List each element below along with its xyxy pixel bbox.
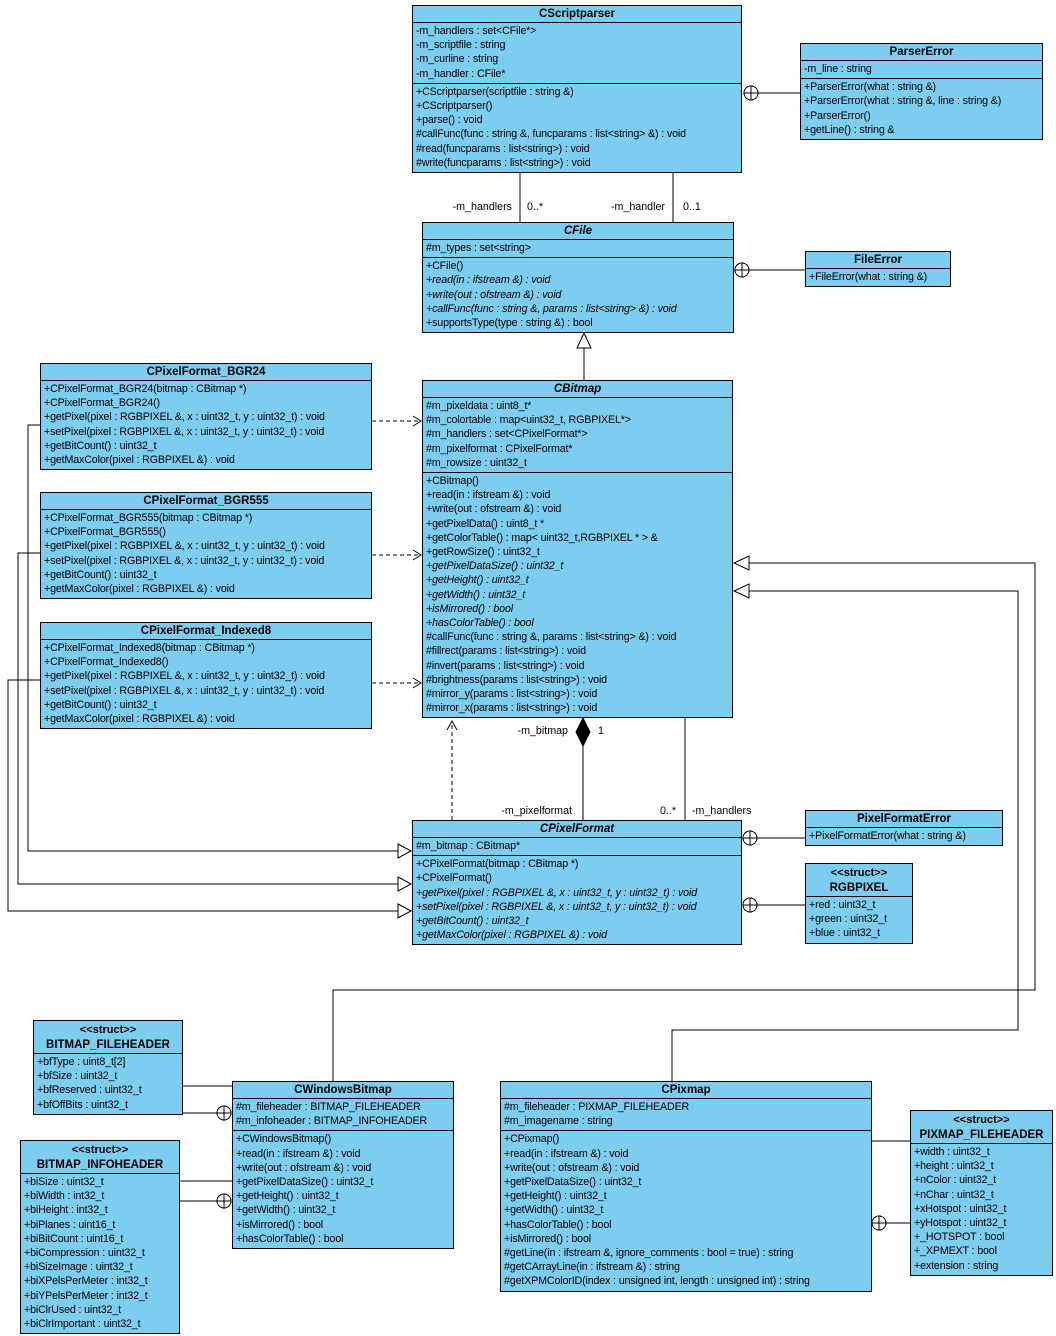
member-line: -m_handler : CFile*: [416, 67, 506, 80]
member-line: #read(funcparams : list<string>) : void: [416, 142, 590, 155]
class-cscriptparser[interactable]: [412, 5, 742, 173]
attributes: [806, 896, 912, 943]
member-line: +nChar : uint32_t: [914, 1188, 994, 1201]
multiplicity-label: 0..1: [683, 201, 701, 213]
member-line: +getRowSize() : uint32_t: [426, 546, 540, 559]
member-line: +biXPelsPerMeter : int32_t: [24, 1275, 148, 1288]
class-cpixelformat[interactable]: [412, 820, 742, 945]
anchor-cpixmap-pixmapfileheader: [872, 1141, 910, 1230]
member-line: +CFile(): [426, 260, 464, 273]
member-line: #callFunc(func : string &, params : list<string> &) : void: [426, 631, 677, 644]
class-cbitmap[interactable]: [422, 380, 733, 718]
member-line: +getPixel(pixel : RGBPIXEL &, x : uint32_t, y : uint32_t) : void: [44, 411, 325, 424]
member-line: +width : uint32_t: [914, 1146, 990, 1158]
class-name: PIXMAP_FILEHEADER: [919, 1129, 1044, 1141]
member-line: +biWidth : int32_t: [24, 1190, 105, 1203]
member-line: +nColor : uint32_t: [914, 1174, 996, 1187]
member-line: +bfReserved : uint32_t: [37, 1084, 142, 1097]
role-label-m-handlers: -m_handlers: [452, 201, 512, 213]
class-parsererror[interactable]: [800, 43, 1043, 140]
member-line: +isMirrored() : bool: [236, 1218, 323, 1231]
member-line: +CPixelFormat(bitmap : CBitmap *): [416, 858, 579, 871]
member-line: +CBitmap(): [426, 475, 479, 488]
member-line: +parse() : void: [416, 114, 483, 127]
generalization-cbitmap-cfile: [577, 333, 591, 380]
member-line: +red : uint32_t: [809, 899, 876, 911]
member-line: #m_infoheader : BITMAP_INFOHEADER: [236, 1115, 428, 1128]
attributes: [413, 837, 741, 855]
attributes: [423, 397, 732, 472]
member-line: +biPlanes : uint16_t: [24, 1218, 116, 1231]
member-line: +getPixel(pixel : RGBPIXEL &, x : uint32_t, y : uint32_t) : void: [416, 886, 697, 899]
member-line: +blue : uint32_t: [809, 927, 880, 940]
member-line: +hasColorTable() : bool: [236, 1232, 344, 1245]
member-line: #mirror_x(params : list<string>) : void: [426, 702, 598, 715]
member-line: +read(in : ifstream &) : void: [236, 1147, 361, 1160]
member-line: #write(funcparams : list<string>) : void: [416, 156, 591, 169]
member-line: +write(out : ofstream &) : void: [426, 503, 562, 516]
member-line: +biCompression : uint32_t: [24, 1247, 145, 1260]
member-line: -m_handlers : set<CFile*>: [416, 25, 537, 37]
member-line: +getMaxColor(pixel : RGBPIXEL &) : void: [416, 929, 607, 942]
member-line: +getPixelData() : uint8_t *: [426, 517, 545, 530]
member-line: #brightness(params : list<string>) : void: [426, 673, 607, 686]
class-name: FileError: [854, 254, 902, 266]
class-cwindowsbitmap[interactable]: [232, 1081, 454, 1249]
member-line: +biClrImportant : uint32_t: [24, 1318, 141, 1331]
anchor-cwindowsbitmap-bitmapinfoheader: [180, 1181, 232, 1208]
class-name: CPixelFormat_Indexed8: [140, 625, 272, 637]
member-line: #m_bitmap : CBitmap*: [416, 840, 520, 852]
member-line: +getHeight() : uint32_t: [426, 574, 529, 587]
methods: [806, 827, 1002, 845]
class-cpixmap[interactable]: [500, 1081, 872, 1292]
member-line: +getBitCount() : uint32_t: [44, 439, 157, 452]
member-line: +getPixel(pixel : RGBPIXEL &, x : uint32_t, y : uint32_t) : void: [44, 670, 325, 683]
member-line: +getMaxColor(pixel : RGBPIXEL &) : void: [44, 713, 235, 726]
struct-pixmap-fileheader[interactable]: [910, 1110, 1053, 1276]
member-line: +getBitCount() : uint32_t: [416, 915, 529, 928]
member-line: +getBitCount() : uint32_t: [44, 568, 157, 581]
methods: [41, 380, 371, 469]
member-line: +getMaxColor(pixel : RGBPIXEL &) : void: [44, 583, 235, 596]
methods: [233, 1130, 453, 1248]
member-line: +biYPelsPerMeter : int32_t: [24, 1289, 148, 1302]
member-line: +getHeight() : uint32_t: [236, 1190, 339, 1203]
member-line: +bfType : uint8_t[2]: [37, 1056, 126, 1068]
member-line: #m_colortable : map<uint32_t, RGBPIXEL*>: [426, 414, 631, 427]
class-cpixelformat-indexed8[interactable]: [40, 622, 372, 729]
member-line: +read(in : ifstream &) : void: [504, 1147, 629, 1160]
methods: [41, 639, 371, 728]
member-line: +ParserError(what : string &, line : string &): [804, 95, 1002, 108]
member-line: +setPixel(pixel : RGBPIXEL &, x : uint32_t, y : uint32_t) : void: [44, 684, 325, 697]
composition-cbitmap-cpixelformat: [576, 718, 590, 820]
member-line: #m_pixelformat : CPixelFormat*: [426, 442, 573, 455]
member-line: +getPixelDataSize() : uint32_t: [504, 1176, 642, 1189]
role-label-m-handler: -m_handler: [610, 201, 665, 213]
member-line: #callFunc(func : string &, funcparams : list<string> &) : void: [416, 128, 686, 141]
methods: [413, 855, 741, 944]
methods: [801, 78, 1042, 139]
attributes: [413, 22, 741, 83]
member-line: +_HOTSPOT : bool: [914, 1231, 1005, 1244]
anchor-cpixelformat-pixelformaterror: [743, 831, 805, 845]
member-line: +FileError(what : string &): [809, 271, 927, 283]
class-fileerror[interactable]: [805, 251, 951, 287]
member-line: +height : uint32_t: [914, 1160, 994, 1173]
member-line: #m_imagename : string: [504, 1115, 613, 1128]
member-line: +bfSize : uint32_t: [37, 1070, 118, 1083]
member-line: #m_fileheader : BITMAP_FILEHEADER: [236, 1101, 421, 1113]
member-line: +getWidth() : uint32_t: [426, 588, 526, 601]
class-cpixelformat-bgr24[interactable]: [40, 363, 372, 470]
member-line: +setPixel(pixel : RGBPIXEL &, x : uint32_t, y : uint32_t) : void: [44, 554, 325, 567]
member-line: +CPixelFormat_BGR24(): [44, 397, 160, 410]
member-line: +biClrUsed : uint32_t: [24, 1303, 121, 1316]
member-line: -m_curline : string: [416, 53, 499, 66]
methods: [423, 472, 732, 717]
member-line: +supportsType(type : string &) : bool: [426, 317, 593, 330]
member-line: #fillrect(params : list<string>) : void: [426, 645, 586, 658]
stereotype: <<struct>>: [953, 1114, 1010, 1126]
member-line: #getCArrayLine(in : ifstream &) : string: [504, 1261, 680, 1274]
member-line: +CPixelFormat(): [416, 872, 492, 885]
class-name: CPixelFormat_BGR24: [146, 366, 266, 378]
struct-rgbpixel[interactable]: [805, 863, 913, 944]
member-line: +isMirrored() : bool: [504, 1232, 591, 1245]
member-line: #m_fileheader : PIXMAP_FILEHEADER: [504, 1101, 690, 1113]
class-name: BITMAP_INFOHEADER: [36, 1159, 164, 1171]
member-line: +getLine() : string &: [804, 123, 895, 136]
struct-bitmap-fileheader[interactable]: [33, 1020, 183, 1115]
member-line: +CScriptparser(): [416, 100, 493, 113]
member-line: +getPixel(pixel : RGBPIXEL &, x : uint32_t, y : uint32_t) : void: [44, 540, 325, 553]
member-line: +getColorTable() : map< uint32_t,RGBPIXEL * > &: [426, 531, 658, 544]
class-name: CBitmap: [553, 383, 602, 395]
attributes: [501, 1098, 871, 1130]
class-name: BITMAP_FILEHEADER: [46, 1039, 170, 1051]
stereotype: <<struct>>: [71, 1144, 129, 1156]
member-line: #m_types : set<string>: [426, 242, 531, 254]
role-label-m-pixelformat: -m_pixelformat: [501, 805, 572, 817]
class-name: RGBPIXEL: [829, 882, 889, 894]
member-line: +biSizeImage : uint32_t: [24, 1261, 133, 1274]
member-line: +callFunc(func : string &, params : list<string> &) : void: [426, 302, 677, 315]
member-line: +read(in : ifstream &) : void: [426, 274, 551, 287]
member-line: +extension : string: [914, 1259, 999, 1272]
member-line: +biHeight : int32_t: [24, 1204, 108, 1217]
member-line: +_XPMEXT : bool: [914, 1245, 997, 1258]
member-line: +getWidth() : uint32_t: [236, 1204, 336, 1217]
member-line: +xHotspot : uint32_t: [914, 1202, 1007, 1215]
member-line: +getWidth() : uint32_t: [504, 1204, 604, 1217]
member-line: +bfOffBits : uint32_t: [37, 1098, 128, 1111]
member-line: +biSize : uint32_t: [24, 1176, 104, 1188]
class-name: CPixmap: [661, 1084, 711, 1096]
class-name: CPixelFormat_BGR555: [143, 495, 269, 507]
member-line: +CScriptparser(scriptfile : string &): [416, 85, 574, 98]
attributes: [34, 1053, 182, 1114]
member-line: +getMaxColor(pixel : RGBPIXEL &) : void: [44, 454, 235, 467]
member-line: +CPixmap(): [504, 1133, 560, 1146]
stereotype: <<struct>>: [830, 867, 888, 879]
methods: [413, 83, 741, 172]
stereotype: <<struct>>: [79, 1024, 137, 1036]
member-line: #m_handlers : set<CPixelFormat*>: [426, 428, 588, 441]
class-name: PixelFormatError: [857, 813, 951, 825]
role-label-m-bitmap: -m_bitmap: [517, 725, 568, 737]
member-line: +setPixel(pixel : RGBPIXEL &, x : uint32_t, y : uint32_t) : void: [44, 425, 325, 438]
member-line: -m_scriptfile : string: [416, 39, 506, 52]
member-line: +getHeight() : uint32_t: [504, 1190, 607, 1203]
attributes: [911, 1143, 1052, 1275]
class-cpixelformat-bgr555[interactable]: [40, 492, 372, 599]
member-line: +CPixelFormat_Indexed8(bitmap : CBitmap *): [44, 642, 255, 654]
member-line: +biBitCount : uint16_t: [24, 1232, 124, 1245]
multiplicity-label: 0..*: [527, 201, 544, 213]
anchor-cscriptparser-parsererror: [744, 86, 800, 100]
member-line: +hasColorTable() : bool: [504, 1218, 612, 1231]
member-line: #m_pixeldata : uint8_t*: [426, 400, 532, 412]
member-line: +getPixelDataSize() : uint32_t: [236, 1176, 374, 1189]
member-line: +write(out : ofstream &) : void: [236, 1161, 372, 1174]
member-line: +hasColorTable() : bool: [426, 617, 534, 630]
member-line: +setPixel(pixel : RGBPIXEL &, x : uint32_t, y : uint32_t) : void: [416, 900, 697, 913]
methods: [41, 509, 371, 598]
member-line: #getXPMColorID(index : unsigned int, length : unsigned int) : string: [504, 1275, 810, 1288]
member-line: +CPixelFormat_BGR24(bitmap : CBitmap *): [44, 383, 247, 395]
class-name: ParserError: [889, 46, 954, 58]
member-line: +yHotspot : uint32_t: [914, 1217, 1007, 1230]
member-line: +getBitCount() : uint32_t: [44, 698, 157, 711]
class-pixelformaterror[interactable]: [805, 810, 1003, 846]
member-line: +CPixelFormat_BGR555(bitmap : CBitmap *): [44, 512, 253, 524]
member-line: +read(in : ifstream &) : void: [426, 489, 551, 502]
member-line: +write(out : ofstream &) : void: [426, 288, 562, 301]
struct-bitmap-infoheader[interactable]: [20, 1140, 180, 1334]
member-line: #getLine(in : ifstream &, ignore_comments : bool = true) : string: [504, 1247, 794, 1260]
class-name: CPixelFormat: [539, 823, 615, 835]
member-line: -m_line : string: [804, 63, 872, 75]
member-line: +CPixelFormat_Indexed8(): [44, 656, 169, 669]
role-label-m-handlers: -m_handlers: [692, 805, 752, 817]
member-line: +ParserError(): [804, 109, 871, 122]
class-name: CScriptparser: [538, 8, 616, 20]
anchor-cwindowsbitmap-bitmapfileheader: [183, 1086, 232, 1120]
methods: [423, 257, 733, 332]
member-line: #mirror_y(params : list<string>) : void: [426, 688, 598, 701]
multiplicity-label: 1: [598, 725, 604, 737]
methods: [806, 268, 950, 286]
class-name: CFile: [563, 225, 593, 237]
member-line: +write(out : ofstream &) : void: [504, 1161, 640, 1174]
member-line: +ParserError(what : string &): [804, 81, 936, 94]
anchor-cpixelformat-rgbpixel: [743, 898, 805, 912]
class-cfile[interactable]: [422, 222, 734, 333]
member-line: #invert(params : list<string>) : void: [426, 659, 585, 672]
member-line: #m_rowsize : uint32_t: [426, 456, 527, 469]
member-line: +green : uint32_t: [809, 913, 887, 926]
class-name: CWindowsBitmap: [294, 1084, 392, 1096]
attributes: [233, 1098, 453, 1130]
attributes: [801, 60, 1042, 78]
methods: [501, 1130, 871, 1290]
multiplicity-label: 0..*: [659, 805, 676, 817]
member-line: +getPixelDataSize() : uint32_t: [426, 560, 564, 573]
member-line: +CWindowsBitmap(): [236, 1133, 332, 1146]
member-line: +CPixelFormat_BGR555(): [44, 526, 166, 539]
anchor-cfile-fileerror: [735, 263, 805, 277]
member-line: +isMirrored() : bool: [426, 602, 513, 615]
member-line: +PixelFormatError(what : string &): [809, 830, 966, 842]
attributes: [21, 1173, 179, 1333]
attributes: [423, 239, 733, 257]
